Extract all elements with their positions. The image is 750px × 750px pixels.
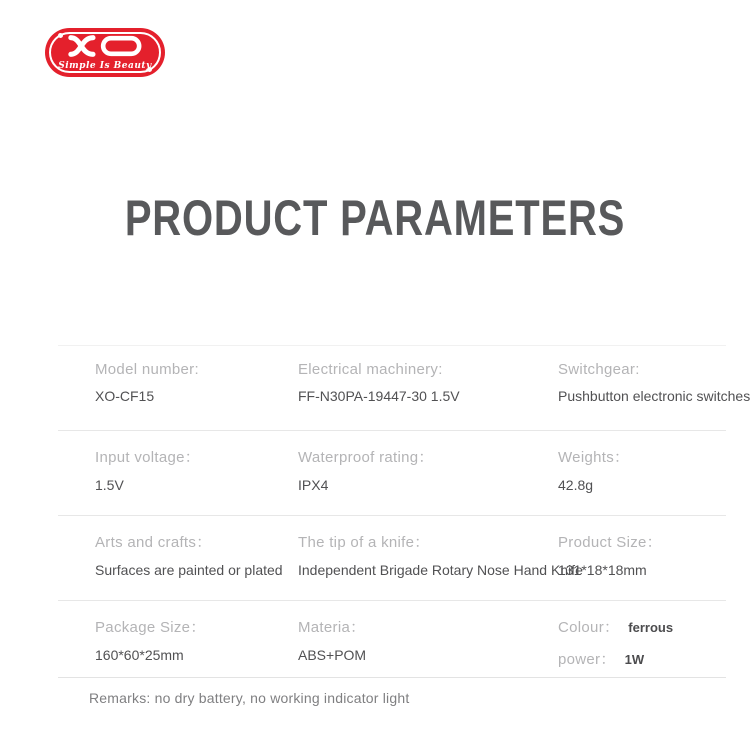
spec-cell-colour-power [521, 601, 726, 677]
spec-label: Model number: [95, 361, 199, 378]
spec-value: Surfaces are painted or plated [95, 562, 283, 578]
spec-value: XO-CF15 [95, 388, 155, 404]
spec-row [58, 345, 750, 430]
xo-monogram-icon [45, 34, 165, 58]
spec-pair-power [558, 648, 726, 669]
spec-label: Switchgear: [558, 361, 640, 378]
spec-label: The tip of a knife： [298, 534, 430, 551]
spec-value: ferrous [628, 620, 674, 635]
spec-value: IPX4 [298, 477, 329, 493]
page-title: PRODUCT PARAMETERS [124, 190, 626, 246]
spec-cell-package-size [58, 601, 261, 677]
spec-cell-electrical-machinery [261, 346, 521, 430]
spec-value: FF-N30PA-19447-30 1.5V [298, 388, 460, 404]
spec-label: Weights： [558, 449, 630, 466]
spec-label: Materia： [298, 619, 366, 636]
spec-row [58, 515, 726, 600]
spec-value: 160*60*25mm [95, 647, 184, 663]
spec-label: Waterproof rating： [298, 449, 434, 466]
spec-row [58, 600, 726, 677]
spec-label: Product Size： [558, 534, 662, 551]
spec-cell-material [261, 601, 521, 677]
spec-cell-model-number [58, 346, 261, 430]
spec-value: 1W [624, 652, 645, 667]
spec-cell-weights [521, 431, 726, 515]
spec-cell-product-size [521, 516, 726, 600]
spec-label: Package Size： [95, 619, 206, 636]
spec-value: Pushbutton electronic switches [558, 388, 750, 404]
spec-cell-arts-and-crafts [58, 516, 283, 600]
spec-cell-knife-tip [261, 516, 583, 600]
spec-label: Arts and crafts： [95, 534, 212, 551]
spec-value: 131*18*18mm [558, 562, 647, 578]
spec-label: Colour： [558, 619, 620, 636]
spec-value: 1.5V [95, 477, 124, 493]
spec-pair-colour [558, 616, 726, 637]
spec-table [58, 345, 750, 678]
spec-cell-waterproof-rating [261, 431, 521, 515]
spec-value: ABS+POM [298, 647, 367, 663]
xo-brand-logo [45, 28, 165, 77]
spec-value: Independent Brigade Rotary Nose Hand Knife [298, 562, 583, 578]
spec-label: Input voltage： [95, 449, 201, 466]
spec-value: 42.8g [558, 477, 594, 493]
remarks-note: Remarks: no dry battery, no working indicator light [89, 690, 410, 706]
spec-cell-input-voltage [58, 431, 261, 515]
logo-tagline: Simple Is Beauty [58, 61, 152, 71]
spec-row [58, 430, 726, 515]
spec-cell-switchgear [521, 346, 750, 430]
spec-label: Electrical machinery: [298, 361, 443, 378]
spec-label: power： [558, 651, 616, 668]
